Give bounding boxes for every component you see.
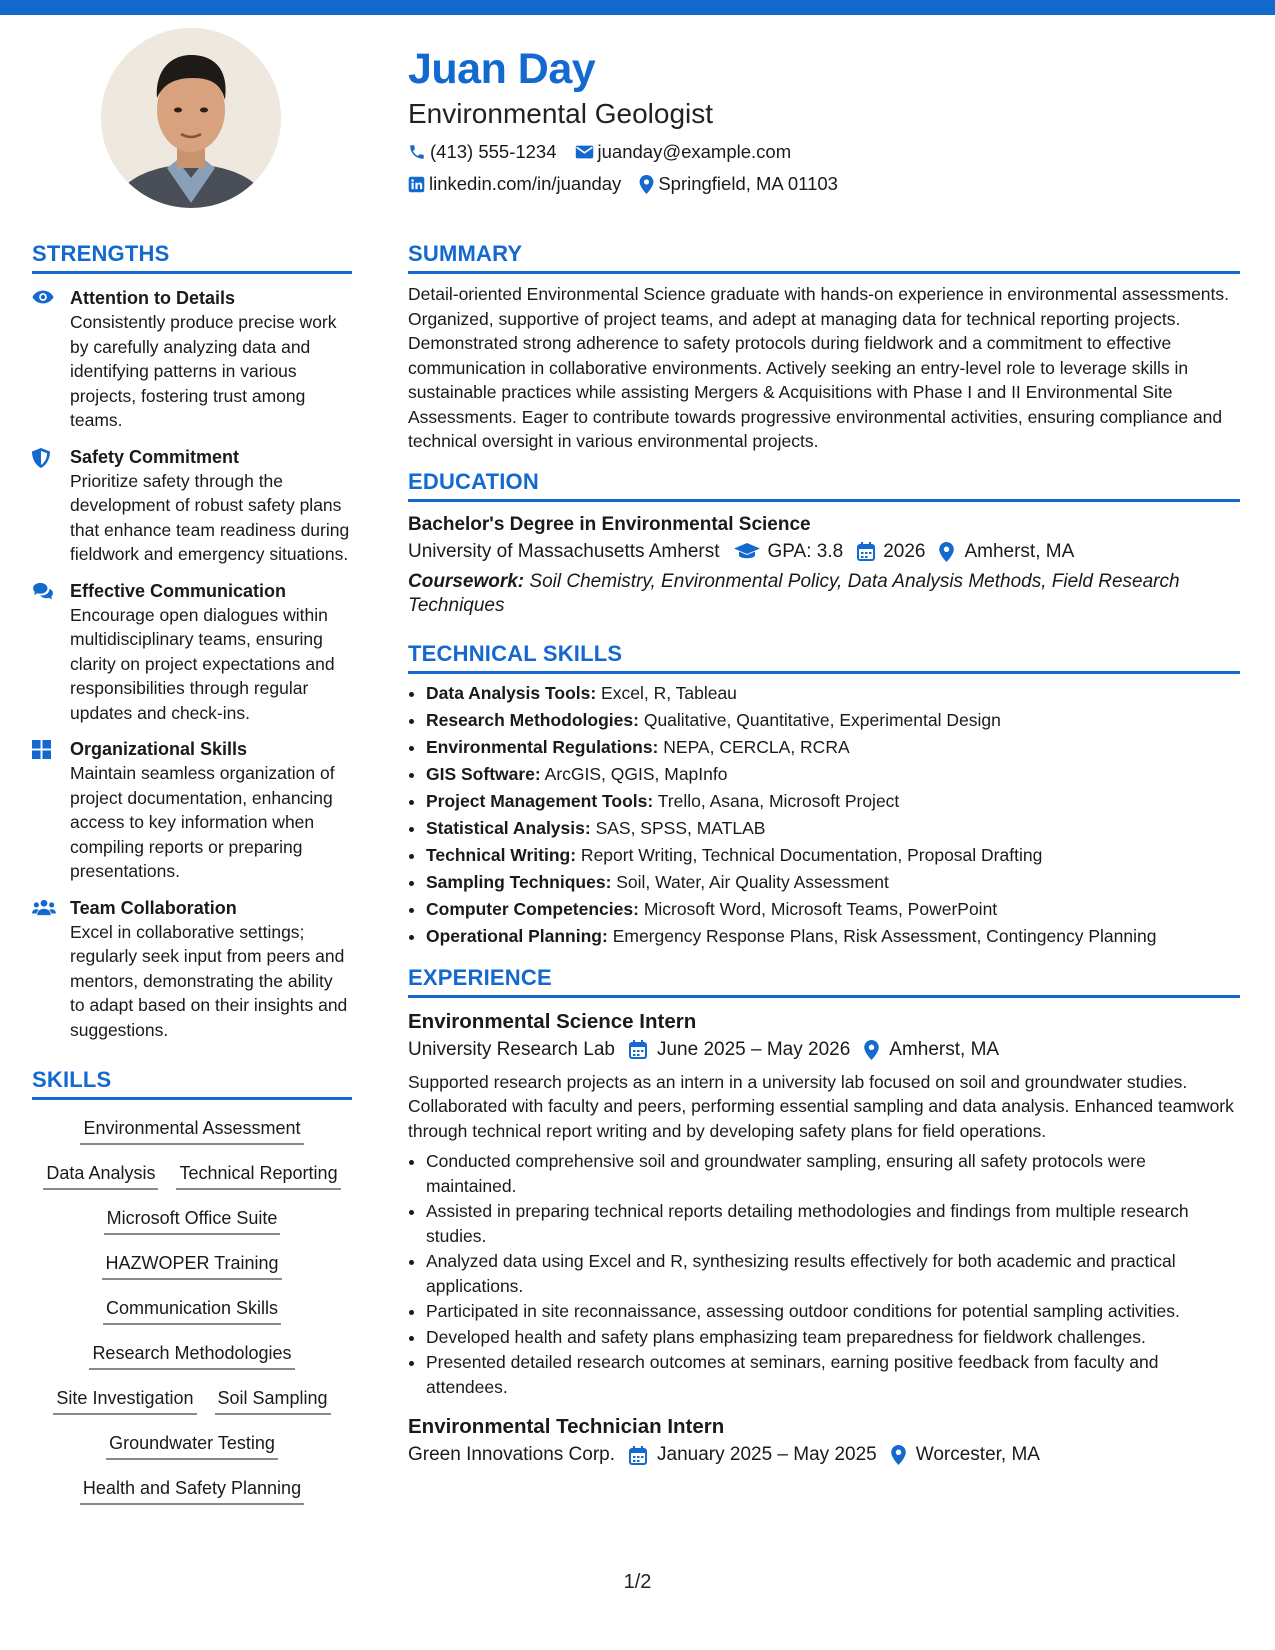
- strength-desc: Prioritize safety through the development of robust safety plans that enhance team readiness during fieldwork and emergency situations.: [70, 470, 350, 564]
- list-item: • Environmental Regulations: NEPA, CERCLA, RCRA: [426, 734, 1240, 761]
- summary-text: Detail-oriented Environmental Science graduate with hands-on experience in environmental assessments. Organized, supportive of project teams, and adept at managing data for technical reporting projects. Demonstrated strong adherence to safety protocols during fieldwork and a commitment to effective communication in collaborative environments. Actively seeking an entry-level role to leverage skills in sustainable practices while assisting Mergers & Acquisitions with Phase I and II Environmental Site Assessments. Eager to contribute towards progressive environmental activities, ensuring compliance and technical oversight in various environmental projects.: [408, 284, 1230, 451]
- list-item: • GIS Software: ArcGIS, QGIS, MapInfo: [426, 761, 1240, 788]
- education-heading: EDUCATION: [408, 468, 1240, 502]
- linkedin-contact[interactable]: [408, 172, 621, 196]
- job-description: Supported research projects as an intern in a university lab focused on soil and groundwater studies. Collaborated with faculty and peers, performing essential sampling and data analysis. Enhanced teamwork through technical report writing and by developing safety plans for field operations.: [408, 1071, 1234, 1141]
- strength-title: Attention to Details: [70, 288, 235, 308]
- technical-skills-heading: TECHNICAL SKILLS: [408, 640, 1240, 674]
- graduation-cap-icon: [734, 543, 760, 560]
- strength-item: [32, 286, 352, 433]
- strength-title: Safety Commitment: [70, 446, 240, 467]
- list-item: • Conducted comprehensive soil and groundwater sampling, ensuring all safety protocols were maintained.: [426, 1149, 1240, 1198]
- job-dates: June 2025 – May 2026: [656, 1038, 851, 1060]
- coursework-label: Coursework:: [408, 570, 525, 592]
- skill-tag: Health and Safety Planning: [80, 1476, 304, 1505]
- phone-icon: [408, 143, 426, 161]
- top-accent-bar: [0, 0, 1275, 15]
- skill-tag: HAZWOPER Training: [102, 1251, 281, 1280]
- strengths-heading: STRENGTHS: [32, 240, 352, 274]
- phone-contact[interactable]: [408, 140, 557, 164]
- shield-icon: [32, 448, 50, 468]
- list-item: • Analyzed data using Excel and R, synthesizing results effectively for both academic and practical applications.: [426, 1249, 1240, 1298]
- education-meta: [408, 538, 1240, 566]
- contact-row-1: [408, 140, 1228, 164]
- skill-tag: Microsoft Office Suite: [104, 1206, 281, 1235]
- job-dates: January 2025 – May 2025: [657, 1444, 877, 1465]
- coursework: [408, 570, 1240, 618]
- job-title: Environmental Science Intern: [408, 1009, 697, 1033]
- candidate-name: Juan Day: [408, 45, 596, 93]
- map-pin-icon: [939, 542, 954, 562]
- grid-icon: [32, 740, 51, 759]
- left-column: [32, 240, 352, 1521]
- calendar-icon: [857, 542, 875, 561]
- list-item: • Technical Writing: Report Writing, Technical Documentation, Proposal Drafting: [426, 842, 1240, 869]
- company-name: University Research Lab: [408, 1038, 615, 1060]
- eye-icon: [32, 289, 54, 305]
- skill-tag: Environmental Assessment: [80, 1116, 303, 1145]
- strength-title: Team Collaboration: [70, 897, 237, 918]
- technical-skills-list: [408, 680, 1240, 950]
- company-name: Green Innovations Corp.: [408, 1444, 616, 1465]
- skill-tag: Research Methodologies: [89, 1341, 294, 1370]
- strength-title: Effective Communication: [70, 580, 287, 601]
- skills-heading: SKILLS: [32, 1066, 352, 1100]
- strength-item: [32, 737, 352, 884]
- skill-tag: Communication Skills: [103, 1296, 281, 1325]
- strength-desc: Encourage open dialogues within multidisciplinary teams, ensuring clarity on project expectations and responsibilities through regular updates and check-ins.: [70, 604, 335, 723]
- contact-row-2: [408, 172, 1228, 196]
- list-item: • Sampling Techniques: Soil, Water, Air Quality Assessment: [426, 869, 1240, 896]
- skill-tag: Groundwater Testing: [106, 1431, 278, 1460]
- job-meta: [408, 1441, 1240, 1469]
- skill-tag: Technical Reporting: [176, 1161, 340, 1190]
- strength-item: [32, 896, 352, 1043]
- job-meta: [408, 1036, 1240, 1064]
- comments-icon: [32, 582, 54, 600]
- linkedin-icon: [408, 176, 425, 193]
- strength-desc: Excel in collaborative settings; regularly seek input from peers and mentors, demonstrating the ability to adapt based on their insights and suggestions.: [70, 921, 348, 1040]
- phone-text: (413) 555-1234: [430, 141, 557, 162]
- right-column: [408, 240, 1240, 1469]
- list-item: • Participated in site reconnaissance, assessing outdoor conditions for potential sampling activities.: [426, 1299, 1240, 1324]
- email-contact[interactable]: [575, 140, 792, 164]
- job-location: Amherst, MA: [889, 1038, 1000, 1060]
- strength-desc: Maintain seamless organization of project documentation, enhancing access to key information when compiling reports or preparing presentations.: [70, 763, 335, 881]
- list-item: • Developed health and safety plans emphasizing team preparedness for fieldwork challenges.: [426, 1325, 1240, 1350]
- location-text: Springfield, MA 01103: [658, 173, 838, 194]
- skill-tag: Data Analysis: [43, 1161, 158, 1190]
- list-item: • Computer Competencies: Microsoft Word, Microsoft Teams, PowerPoint: [426, 896, 1240, 923]
- list-item: • Statistical Analysis: SAS, SPSS, MATLAB: [426, 815, 1240, 842]
- email-text: juanday@example.com: [597, 141, 792, 162]
- skills-tags: [32, 1116, 352, 1521]
- school-name: University of Massachusetts Amherst: [408, 540, 720, 562]
- experience-heading: EXPERIENCE: [408, 964, 1240, 998]
- envelope-icon: [575, 144, 594, 160]
- strength-title: Organizational Skills: [70, 739, 248, 759]
- summary-heading: SUMMARY: [408, 240, 1240, 274]
- list-item: • Project Management Tools: Trello, Asana, Microsoft Project: [426, 788, 1240, 815]
- strength-item: [32, 579, 352, 726]
- map-pin-icon: [639, 175, 654, 194]
- school-location: Amherst, MA: [964, 540, 1075, 562]
- map-pin-icon: [864, 1040, 879, 1060]
- gpa-text: GPA: 3.8: [767, 540, 844, 562]
- job-bullets: [408, 1149, 1240, 1399]
- list-item: • Assisted in preparing technical reports detailing methodologies and findings from multiple research studies.: [426, 1199, 1240, 1248]
- list-item: • Presented detailed research outcomes at seminars, earning positive feedback from faculty and attendees.: [426, 1350, 1240, 1399]
- profile-photo: [101, 28, 281, 208]
- location-contact: [639, 172, 838, 196]
- skill-tag: Site Investigation: [53, 1386, 196, 1415]
- strength-item: [32, 445, 352, 567]
- list-item: • Data Analysis Tools: Excel, R, Tableau: [426, 680, 1240, 707]
- calendar-icon: [629, 1040, 647, 1059]
- page-number: 1/2: [623, 1571, 652, 1593]
- strength-desc: Consistently produce precise work by carefully analyzing data and identifying patterns in various projects, fostering trust among teams.: [70, 312, 337, 430]
- graduation-year: 2026: [883, 540, 926, 562]
- users-icon: [32, 899, 56, 916]
- job-location: Worcester, MA: [915, 1444, 1040, 1465]
- coursework-list: Soil Chemistry, Environmental Policy, Data Analysis Methods, Field Research Techniques: [408, 570, 1180, 616]
- resume-header: [408, 42, 1228, 196]
- skill-tag: Soil Sampling: [215, 1386, 331, 1415]
- map-pin-icon: [891, 1445, 906, 1465]
- calendar-icon: [629, 1446, 647, 1465]
- job-title: Environmental Technician Intern: [408, 1415, 725, 1438]
- list-item: • Operational Planning: Emergency Response Plans, Risk Assessment, Contingency Planning: [426, 923, 1240, 950]
- degree-name: Bachelor's Degree in Environmental Science: [408, 513, 811, 535]
- list-item: • Research Methodologies: Qualitative, Quantitative, Experimental Design: [426, 707, 1240, 734]
- candidate-title: Environmental Geologist: [408, 98, 714, 129]
- linkedin-text: linkedin.com/in/juanday: [429, 173, 622, 194]
